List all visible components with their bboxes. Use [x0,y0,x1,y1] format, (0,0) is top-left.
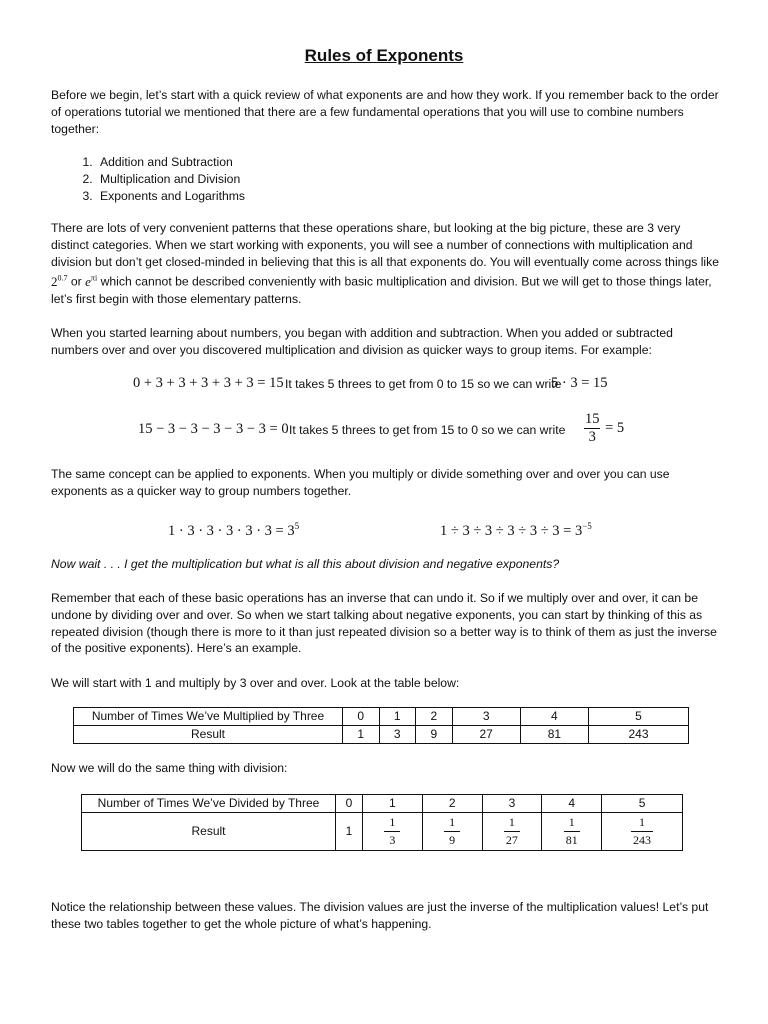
table-cell: 5 [602,795,683,813]
table-cell [482,813,542,851]
exponent-multiplication-equation: $1 \cdot 3 \cdot 3 \cdot 3 \cdot 3 \cdot 3 = 3^5$ [168,521,300,539]
table-cell: 243 [589,725,689,743]
table-cell: 4 [542,795,602,813]
fraction: $\frac{1}{81}$ [565,815,578,847]
fraction: $\frac{1}{243}$ [633,815,652,847]
table-cell [542,813,602,851]
fraction: $\frac{1}{3}$ [384,814,400,849]
page-title: Rules of Exponents [304,46,464,65]
division-table-intro: Now we will do the same thing with division: [51,761,288,775]
table-cell: 5 [589,708,689,726]
table-cell [422,813,482,851]
table-cell: 4 [520,708,588,726]
table-cell: 1 [363,795,423,813]
table-row-label: Result [74,725,343,743]
table-cell: 0 [336,795,363,813]
table-cell: 81 [520,725,588,743]
math-two-power: $2^{0.7}$ [51,273,68,289]
fraction: $\frac{1}{27}$ [505,815,518,847]
intro-paragraph: Before we begin, let’s start with a quick review of what exponents are and how they work. If you remember back to the order of operations tutorial we mentioned that there are a few fundamental operations that you will use to combine numbers together: [51,88,719,136]
numbers-paragraph: When you started learning about numbers, you began with addition and subtraction. When you added or subtracted numbers over and over you discovered multiplication and division as quicker ways to group items. For example: [51,326,673,357]
subtraction-explanation: It takes 5 threes to get from 15 to 0 so we can write [289,423,566,437]
inverse-paragraph: Remember that each of these basic operations has an inverse that can undo it. So if we multiply over and over, it can be undone by dividing over and over. So when we start talking about negative exponents, you can start by thinking of this as repeated division (though there is more to it than just repeated division so a better way is to think of them as just the inverse of the positive exponents). Here’s an example. [51,591,717,656]
table-cell [602,813,683,851]
categories-text-b: which cannot be described conveniently with basic multiplication and division. But we will get to those things later, let’s first begin with those elementary patterns. [51,274,712,306]
or-text: or [70,274,82,289]
table-header-row [74,708,689,726]
exponent-division-equation: $1 \div 3 \div 3 \div 3 \div 3 \div 3 = 3^{-5}$ [440,521,592,539]
multiplication-table [73,707,689,744]
subtraction-equation: 15 − 3 − 3 − 3 − 3 − 3 = 0 [138,421,289,437]
table-row [74,725,689,743]
list-item: 2. Multiplication and Division [96,171,245,188]
table-intro: We will start with 1 and multiply by 3 over and over. Look at the table below: [51,676,460,690]
table-row [82,813,683,851]
categories-text-a: There are lots of very convenient patterns that these operations share, but looking at the big picture, these are 3 very distinct categories. When we start working with exponents, you will see a number of connections with multiplication and division but don’t get closed-minded in believing that this is all that exponents do. You will eventually come across things like [51,221,719,269]
operations-list [51,154,245,204]
closing-paragraph: Notice the relationship between these values. The division values are just the inverse of the multiplication values! Let’s put these two tables together to get the whole picture of what’s happening. [51,900,709,931]
table-cell: 1 [343,725,380,743]
exponents-paragraph: The same concept can be applied to exponents. When you multiply or divide something over and over you can use exponents as a quicker way to group numbers together. [51,467,670,498]
fraction: $\frac{15}{3}$ [585,411,600,445]
math-e-power: $e^{\pi i}$ [85,273,98,289]
table-cell: 9 [416,725,453,743]
table-cell: 2 [416,708,453,726]
addition-equation: 0 + 3 + 3 + 3 + 3 + 3 = 15 [133,375,284,391]
list-item: 3. Exponents and Logarithms [96,188,245,205]
division-result: $\frac{15}{3}$ = 5 [585,411,625,445]
fraction: $\frac{1}{9}$ [444,814,460,849]
list-item: 1. Addition and Subtraction [96,154,245,171]
multiplication-result: 5 · 3 = 15 [551,375,608,391]
table-cell: 2 [422,795,482,813]
categories-paragraph [51,220,719,307]
aside-question: Now wait . . . I get the multiplication but what is all this about division and negative exponents? [51,557,560,571]
table-cell: 0 [343,708,380,726]
table-cell: 3 [482,795,542,813]
table-header-label: Number of Times We’ve Multiplied by Three [74,708,343,726]
addition-explanation: It takes 5 threes to get from 0 to 15 so we can write [285,377,562,391]
table-cell: 27 [452,725,520,743]
division-table [81,794,683,851]
table-cell: 3 [379,725,416,743]
table-cell: 1 [336,813,363,851]
table-header-label: Number of Times We’ve Divided by Three [82,795,336,813]
table-cell: 1 [379,708,416,726]
table-cell: 3 [452,708,520,726]
table-row-label: Result [82,813,336,851]
table-cell [363,813,423,851]
table-header-row [82,795,683,813]
